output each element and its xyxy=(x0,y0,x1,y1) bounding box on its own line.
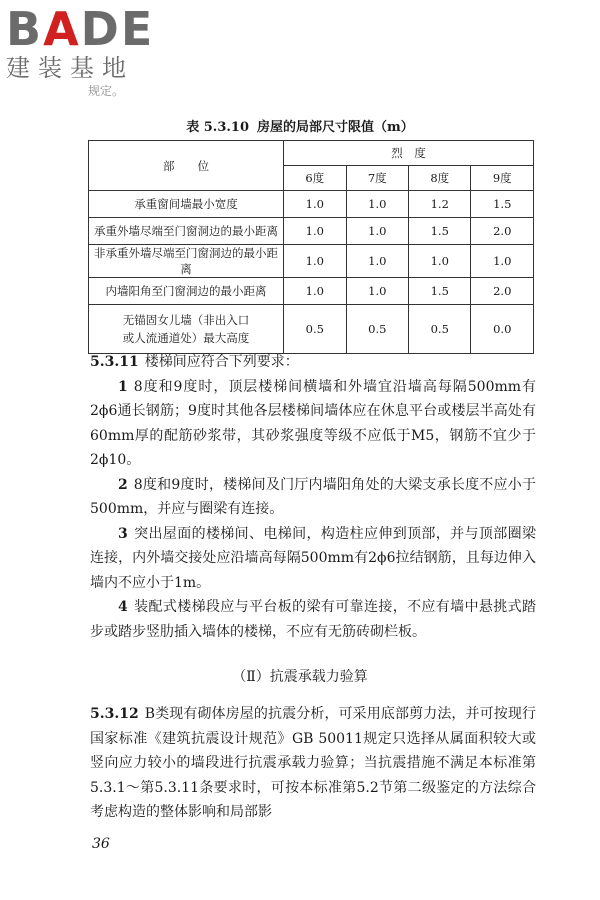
item-text: 8度和9度时，顶层楼梯间横墙和外墙宜沿墙高每隔500mm有2ϕ6通长钢筋；9度时其他各层楼梯间墙体应在休息平台或楼层半高处有60mm厚的配筋砂浆带，其砂浆强度等级不应低于M5，钢筋不宜少于2ϕ10。 xyxy=(90,378,536,468)
list-item xyxy=(90,375,536,473)
cell-value: 1.0 xyxy=(346,218,408,245)
clause-5-3-12 xyxy=(90,702,536,825)
header-degree-9: 9度 xyxy=(471,166,534,191)
clause-paragraph xyxy=(90,702,536,825)
header-degree-8: 8度 xyxy=(409,166,471,191)
row-label-line2: 或人流通道处）最大高度 xyxy=(122,331,250,345)
table-row xyxy=(89,278,534,305)
cell-value: 2.0 xyxy=(471,218,534,245)
cell-value: 1.0 xyxy=(409,245,471,278)
cell-value: 1.5 xyxy=(409,278,471,305)
cell-value: 1.5 xyxy=(471,191,534,218)
cell-value: 0.0 xyxy=(471,305,534,354)
previous-page-tail: 规定。 xyxy=(88,84,125,98)
cell-value: 1.5 xyxy=(409,218,471,245)
item-number: 3 xyxy=(118,525,128,542)
row-label xyxy=(89,305,284,354)
item-number: 2 xyxy=(118,476,128,493)
table-title: 房屋的局部尺寸限值（m） xyxy=(257,120,414,135)
table-row xyxy=(89,191,534,218)
cell-value: 0.5 xyxy=(346,305,408,354)
cell-value: 1.0 xyxy=(284,191,346,218)
row-label-line1: 无锚固女儿墙（非出入口 xyxy=(122,313,250,327)
logo-letter-b: B xyxy=(6,2,44,56)
subsection-heading: （Ⅱ）抗震承载力验算 xyxy=(232,669,368,685)
cell-value: 1.0 xyxy=(284,278,346,305)
row-label: 承重外墙尽端至门窗洞边的最小距离 xyxy=(89,218,284,245)
list-item xyxy=(90,595,536,644)
cell-value: 0.5 xyxy=(409,305,471,354)
clause-intro xyxy=(90,350,536,375)
clause-number: 5.3.11 xyxy=(90,354,139,370)
row-label: 内墙阳角至门窗洞边的最小距离 xyxy=(89,278,284,305)
cell-value: 0.5 xyxy=(284,305,346,354)
logo-subtitle: 建装基地 xyxy=(6,54,134,82)
cell-value: 1.0 xyxy=(346,191,408,218)
cell-value: 2.0 xyxy=(471,278,534,305)
table-caption xyxy=(0,116,600,135)
cell-value: 1.0 xyxy=(346,278,408,305)
list-item xyxy=(90,522,536,596)
header-intensity: 烈 度 xyxy=(284,141,534,166)
table-header-row xyxy=(89,141,534,166)
header-part: 部 位 xyxy=(89,141,284,191)
item-text: 装配式楼梯段应与平台板的梁有可靠连接，不应有墙中悬挑式踏步或踏步竖肋插入墙体的楼梯，不应有无筋砖砌栏板。 xyxy=(90,599,536,640)
item-text: 8度和9度时，楼梯间及门厅内墙阳角处的大梁支承长度不应小于500mm，并应与圈梁有连接。 xyxy=(90,476,536,517)
header-degree-7: 7度 xyxy=(346,166,408,191)
table-row xyxy=(89,305,534,354)
item-number: 4 xyxy=(118,599,128,615)
table-row xyxy=(89,245,534,278)
item-text: 突出屋面的楼梯间、电梯间，构造柱应伸到顶部，并与顶部圈梁连接，内外墙交接处应沿墙高每隔500mm有2ϕ6拉结钢筋，且每边伸入墙内不应小于1m。 xyxy=(90,525,536,591)
cell-value: 1.2 xyxy=(409,191,471,218)
list-item xyxy=(90,473,536,522)
clause-text: B类现有砌体房屋的抗震分析，可采用底部剪力法，并可按现行国家标准《建筑抗震设计规范》GB 50011规定只选择从属面积较大或竖向应力较小的墙段进行抗震承载力验算；当抗震措施不满足本标准第5.3.1～第5.3.11条要求时，可按本标准第5.2节第二级鉴定的方法综合考虑构造的整体影响和局部影 xyxy=(90,706,536,820)
clause-number: 5.3.12 xyxy=(90,706,139,722)
clause-5-3-11 xyxy=(90,350,536,644)
cell-value: 1.0 xyxy=(346,245,408,278)
table-number: 表 5.3.10 xyxy=(186,120,249,135)
row-label: 非承重外墙尽端至门窗洞边的最小距离 xyxy=(89,245,284,278)
page-number: 36 xyxy=(92,836,110,852)
header-degree-6: 6度 xyxy=(284,166,346,191)
logo-letters-de: DE xyxy=(80,2,155,56)
cell-value: 1.0 xyxy=(471,245,534,278)
dimension-limits-table xyxy=(88,140,534,354)
table-row xyxy=(89,218,534,245)
row-label: 承重窗间墙最小宽度 xyxy=(89,191,284,218)
cell-value: 1.0 xyxy=(284,218,346,245)
item-number: 1 xyxy=(118,378,128,395)
clause-intro-text: 楼梯间应符合下列要求： xyxy=(144,354,299,370)
bade-logo xyxy=(6,4,154,82)
logo-letter-a: A xyxy=(43,2,81,56)
logo-wordmark xyxy=(6,4,154,54)
cell-value: 1.0 xyxy=(284,245,346,278)
